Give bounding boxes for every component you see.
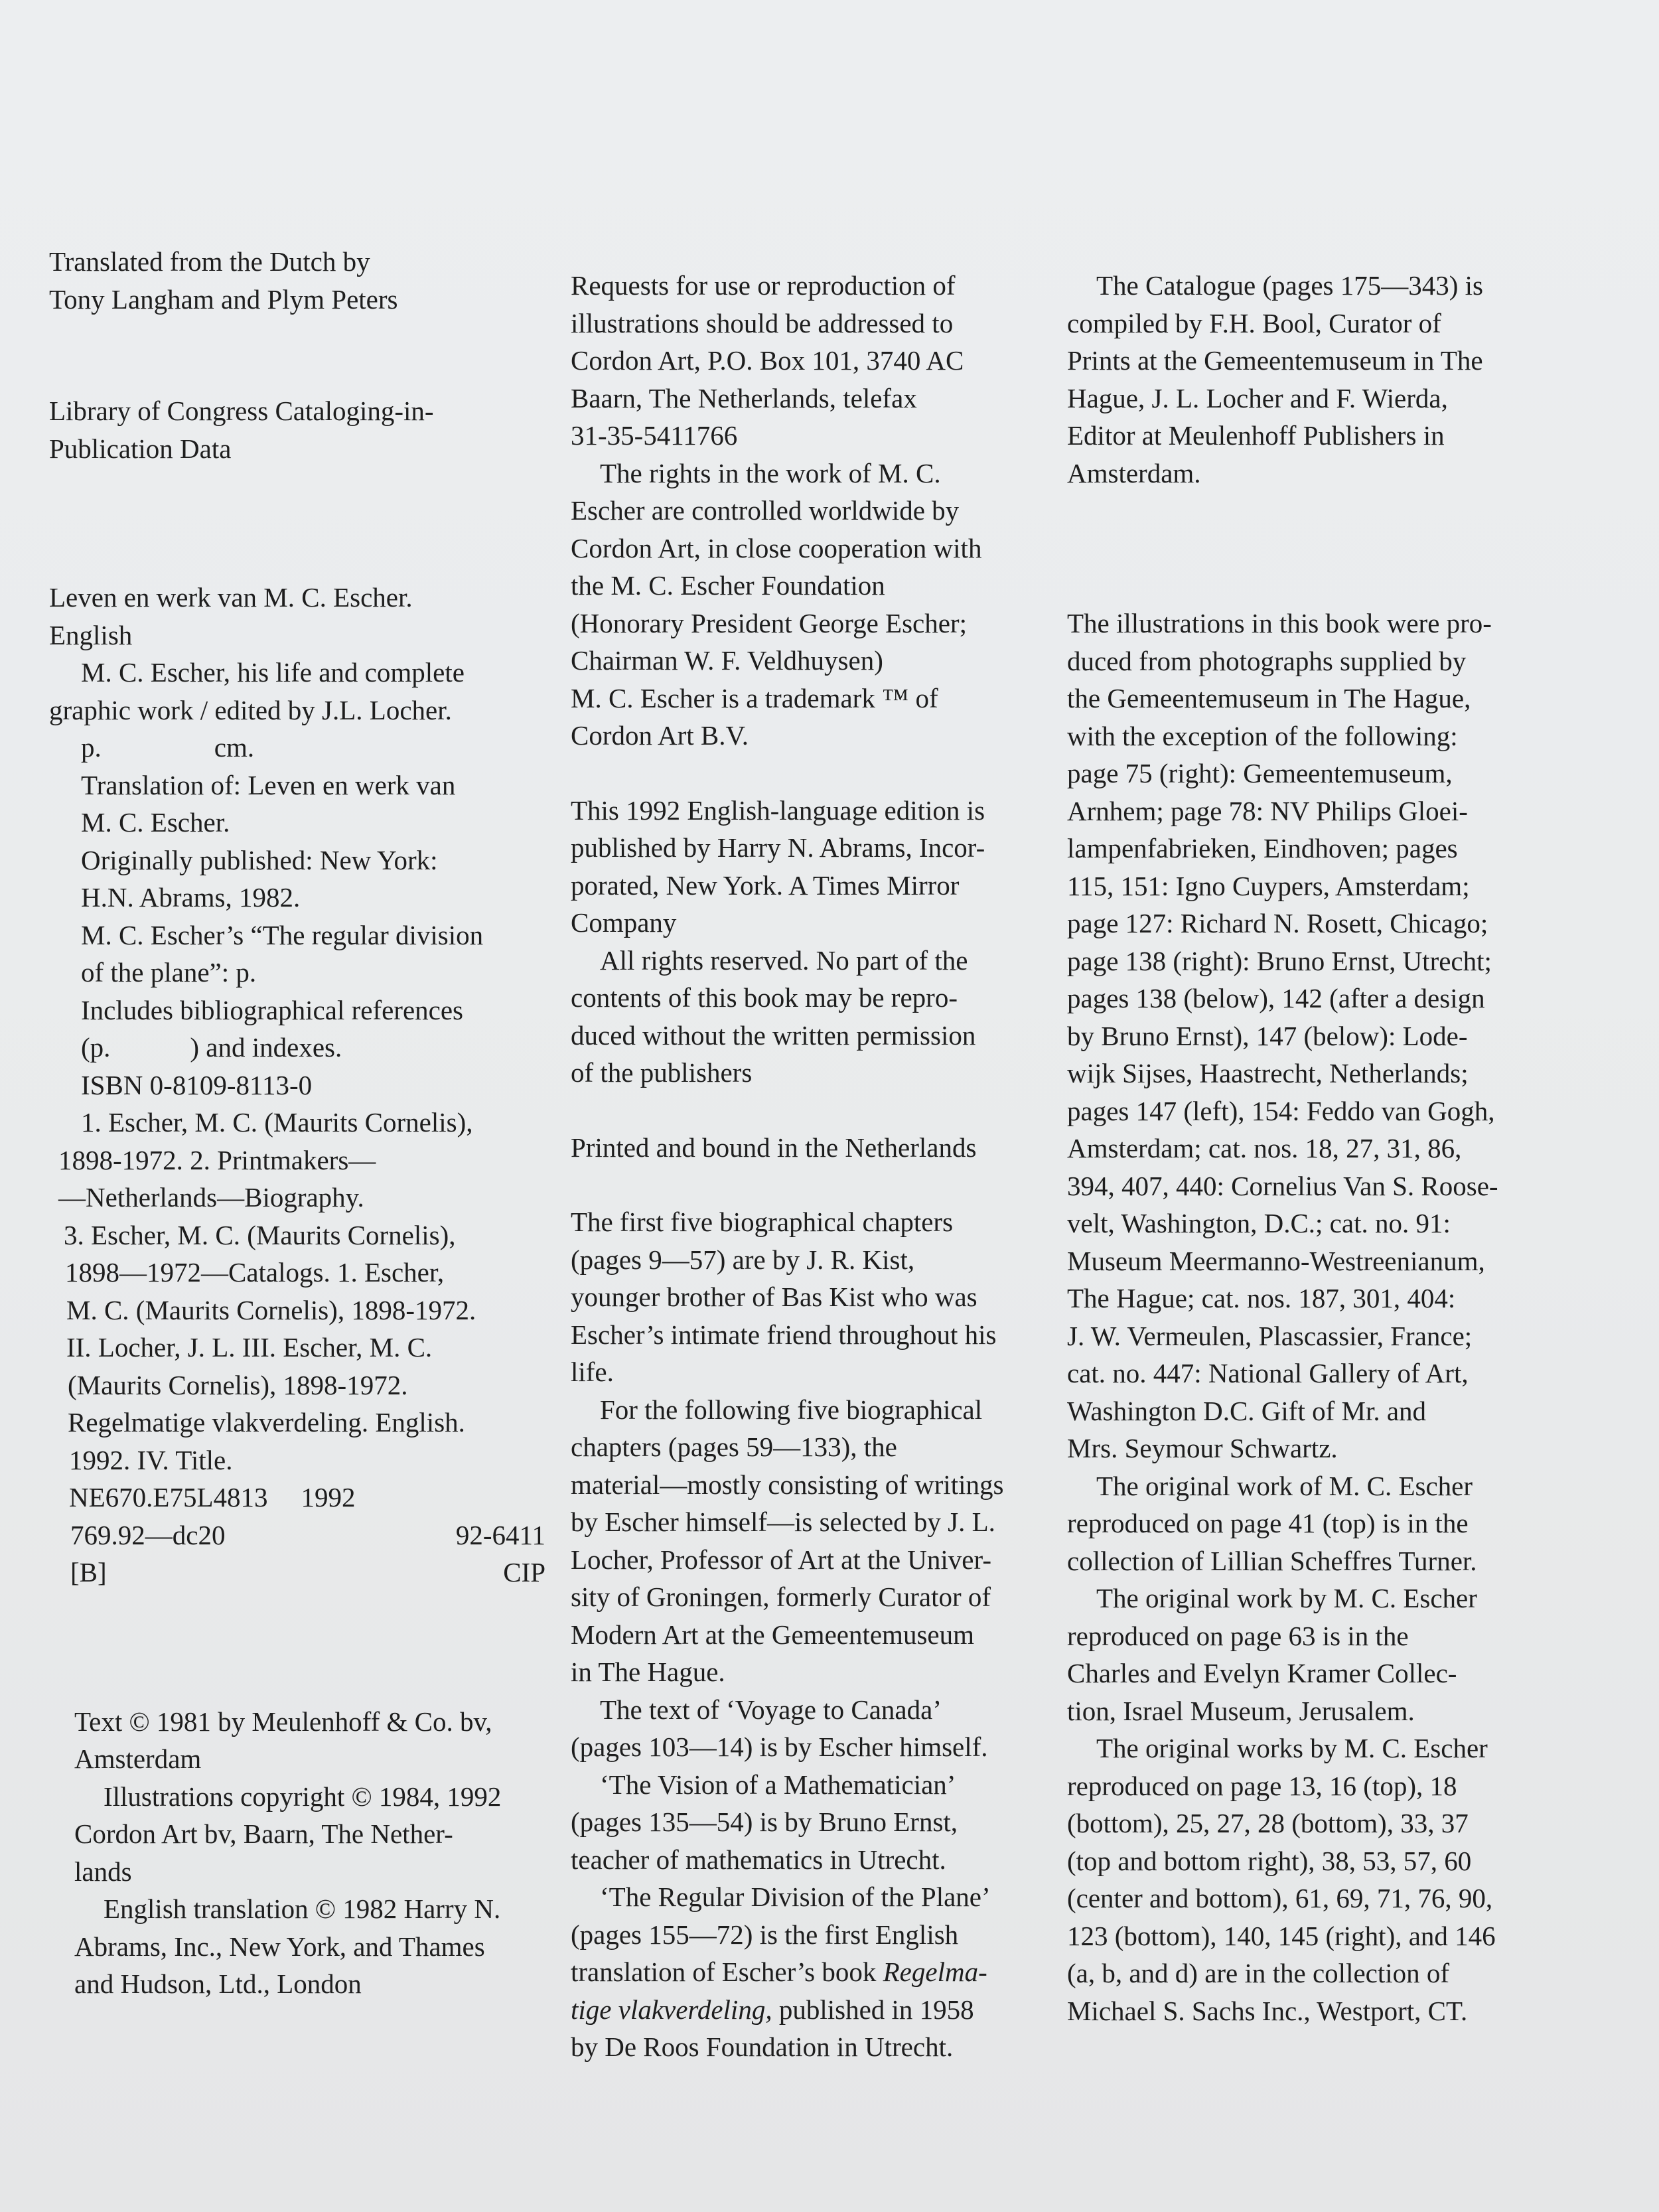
text-line: wijk Sijses, Haastrecht, Netherlands;	[1067, 1058, 1469, 1088]
cip-line: 1992. IV. Title.	[69, 1444, 233, 1475]
translation-note	[49, 243, 553, 318]
cip-line: Leven en werk van M. C. Escher.	[49, 582, 413, 613]
text-line: (pages 135—54) is by Bruno Ernst,	[571, 1806, 958, 1837]
text-line: younger brother of Bas Kist who was	[571, 1282, 977, 1312]
cip-line: 1. Escher, M. C. (Maurits Cornelis),	[81, 1107, 473, 1138]
text-line: Chairman W. F. Veldhuysen)	[571, 645, 883, 676]
text-line: (bottom), 25, 27, 28 (bottom), 33, 37	[1067, 1808, 1469, 1838]
text-line: (pages 155—72) is the first English	[571, 1919, 959, 1950]
text-line: 115, 151: Igno Cuypers, Amsterdam;	[1067, 870, 1470, 901]
text-line: reproduced on page 63 is in the	[1067, 1620, 1409, 1651]
text-line: Arnhem; page 78: NV Philips Gloei-	[1067, 795, 1468, 826]
cip-line: 3. Escher, M. C. (Maurits Cornelis),	[64, 1219, 456, 1250]
text-line: The text of ‘Voyage to Canada’	[600, 1694, 942, 1725]
text-line: Amsterdam.	[1067, 457, 1201, 488]
text-line: Locher, Professor of Art at the Univer-	[571, 1544, 991, 1575]
text-line: Hague, J. L. Locher and F. Wierda,	[1067, 382, 1448, 413]
text-line: Cordon Art, in close cooperation with	[571, 532, 982, 563]
text-line: Requests for use or reproduction of	[571, 270, 956, 301]
text-line: (pages 103—14) is by Escher himself.	[571, 1732, 988, 1762]
text-line: All rights reserved. No part of the	[600, 944, 968, 976]
text-line: contents of this book may be repro-	[571, 982, 958, 1013]
text-line: the M. C. Escher Foundation	[571, 570, 885, 601]
text-line: J. W. Vermeulen, Plascassier, France;	[1067, 1320, 1473, 1351]
catalogue-note	[1067, 267, 1538, 492]
text-line: Cordon Art, P.O. Box 101, 3740 AC	[571, 345, 964, 376]
text-line: page 75 (right): Gemeentemuseum,	[1067, 758, 1453, 788]
text-line: Escher are controlled worldwide by	[571, 495, 960, 526]
text-line: (top and bottom right), 38, 53, 57, 60	[1067, 1845, 1472, 1876]
text-line: duced without the written permission	[571, 1019, 976, 1051]
text-line: Editor at Meulenhoff Publishers in	[1067, 420, 1445, 451]
text-line: Prints at the Gemeentemuseum in The	[1067, 345, 1483, 376]
text-line: (Honorary President George Escher;	[571, 607, 967, 638]
text-line: 31-35-5411766	[571, 420, 738, 451]
text-line: Escher’s intimate friend throughout his	[571, 1319, 997, 1350]
printed-note	[571, 1129, 1048, 1167]
cip-line: (p. ) and indexes.	[81, 1032, 342, 1063]
text-line: material—mostly consisting of writings	[571, 1469, 1004, 1500]
cip-line: 1898-1972. 2. Printmakers—	[58, 1144, 376, 1175]
text-line: The illustrations in this book were pro-	[1067, 608, 1492, 638]
text-line: the Gemeentemuseum in The Hague,	[1067, 683, 1471, 713]
illustration-credits	[1067, 605, 1538, 2029]
copyright-line: Text © 1981 by Meulenhoff & Co. bv,	[74, 1706, 492, 1737]
text-line: The Catalogue (pages 175—343) is	[1096, 270, 1483, 301]
text-line: Printed and bound in the Netherlands	[571, 1132, 977, 1163]
cip-line: [B] CIP	[70, 1557, 545, 1587]
text-line: ‘The Regular Division of the Plane’	[600, 1881, 991, 1912]
text-line: The original works by M. C. Escher	[1096, 1733, 1488, 1763]
text-line: page 138 (right): Bruno Ernst, Utrecht;	[1067, 945, 1492, 976]
reproduction-requests	[571, 267, 1048, 755]
cip-line: Originally published: New York:	[81, 844, 438, 875]
text-line: This 1992 English-language edition is	[571, 794, 985, 826]
text-line: compiled by F.H. Bool, Curator of	[1067, 307, 1441, 338]
text-line: pages 147 (left), 154: Feddo van Gogh,	[1067, 1095, 1495, 1126]
text-line: The original work by M. C. Escher	[1096, 1583, 1477, 1613]
cip-line: II. Locher, J. L. III. Escher, M. C.	[66, 1332, 433, 1363]
text-line: Michael S. Sachs Inc., Westport, CT.	[1067, 1995, 1468, 2026]
text-line: (pages 9—57) are by J. R. Kist,	[571, 1244, 915, 1275]
cip-line: Translation of: Leven en werk van	[81, 769, 456, 800]
translation-line: Tony Langham and Plym Peters	[49, 283, 398, 315]
cip-line: M. C. Escher’s “The regular division	[81, 919, 484, 950]
cip-line: —Netherlands—Biography.	[58, 1182, 364, 1213]
text-line: The first five biographical chapters	[571, 1207, 954, 1237]
edition-note	[571, 792, 1048, 1092]
text-line: Baarn, The Netherlands, telefax	[571, 382, 917, 413]
text-line: Amsterdam; cat. nos. 18, 27, 31, 86,	[1067, 1133, 1462, 1163]
text-line: M. C. Escher is a trademark ™ of	[571, 682, 938, 713]
text-line: sity of Groningen, formerly Curator of	[571, 1582, 991, 1612]
cip-line: Regelmatige vlakverdeling. English.	[68, 1407, 465, 1438]
cip-heading-line: Publication Data	[49, 433, 232, 464]
cip-line: English	[49, 619, 133, 650]
text-line: chapters (pages 59—133), the	[571, 1432, 897, 1462]
text-line: 394, 407, 440: Cornelius Van S. Roose-	[1067, 1170, 1498, 1201]
text-line: pages 138 (below), 142 (after a design	[1067, 983, 1485, 1013]
text-line: ‘The Vision of a Mathematician’	[600, 1769, 956, 1800]
cip-line: H.N. Abrams, 1982.	[81, 882, 301, 913]
cip-line: (Maurits Cornelis), 1898-1972.	[68, 1369, 408, 1400]
copyright-line: and Hudson, Ltd., London	[74, 1968, 362, 1999]
copyright-line: Cordon Art bv, Baarn, The Nether-	[74, 1818, 453, 1849]
text-line: (center and bottom), 61, 69, 71, 76, 90,	[1067, 1883, 1493, 1913]
cip-line: of the plane”: p.	[81, 957, 257, 988]
text-line: with the exception of the following:	[1067, 720, 1458, 751]
text-line: page 127: Richard N. Rosett, Chicago;	[1067, 908, 1488, 938]
text-line: The original work of M. C. Escher	[1096, 1470, 1473, 1501]
text-line: cat. no. 447: National Gallery of Art,	[1067, 1358, 1469, 1388]
cip-line: NE670.E75L4813 1992	[69, 1482, 356, 1512]
cip-line: graphic work / edited by J.L. Locher.	[49, 694, 452, 725]
text-line: reproduced on page 13, 16 (top), 18	[1067, 1770, 1457, 1801]
text-line: lampenfabrieken, Eindhoven; pages	[1067, 833, 1458, 863]
middle-column	[571, 267, 1048, 2066]
copyright-line: lands	[74, 1856, 132, 1887]
cip-line: 769.92—dc20 92-6411	[70, 1519, 545, 1550]
copyright-line: Amsterdam	[74, 1743, 202, 1774]
text-line: published by Harry N. Abrams, Incor-	[571, 832, 985, 863]
cip-line: ISBN 0-8109-8113-0	[81, 1069, 313, 1100]
cip-line: 1898—1972—Catalogs. 1. Escher,	[65, 1257, 445, 1288]
text-line: For the following five biographical	[600, 1394, 983, 1425]
text-line: by De Roos Foundation in Utrecht.	[571, 2031, 954, 2062]
text-line: Company	[571, 907, 677, 938]
authorship-note	[571, 1203, 1048, 2066]
text-line: Cordon Art B.V.	[571, 720, 749, 751]
cip-heading-line: Library of Congress Cataloging-in-	[49, 396, 434, 426]
cip-heading	[49, 392, 553, 467]
text-line: of the publishers	[571, 1057, 753, 1088]
cip-line: p. cm.	[81, 732, 255, 763]
text-line: tige vlakverdeling, published in 1958	[571, 1994, 974, 2025]
text-line: in The Hague.	[571, 1657, 725, 1687]
right-column	[1067, 267, 1538, 2029]
text-line: teacher of mathematics in Utrecht.	[571, 1844, 946, 1875]
text-line: Washington D.C. Gift of Mr. and	[1067, 1395, 1427, 1426]
text-line: porated, New York. A Times Mirror	[571, 869, 960, 901]
text-line: reproduced on page 41 (top) is in the	[1067, 1508, 1469, 1538]
cip-record	[49, 579, 553, 1591]
text-line: Modern Art at the Gemeentemuseum	[571, 1619, 974, 1650]
text-line: velt, Washington, D.C.; cat. no. 91:	[1067, 1208, 1451, 1238]
copyright-block	[49, 1703, 553, 2003]
text-line: by Bruno Ernst), 147 (below): Lode-	[1067, 1020, 1468, 1051]
text-line: duced from photographs supplied by	[1067, 645, 1467, 676]
text-line: Mrs. Seymour Schwartz.	[1067, 1433, 1338, 1463]
cip-line: Includes bibliographical references	[81, 994, 464, 1025]
text-line: Charles and Evelyn Kramer Collec-	[1067, 1658, 1457, 1688]
text-line: 123 (bottom), 140, 145 (right), and 146	[1067, 1920, 1496, 1951]
left-column	[49, 243, 553, 2003]
copyright-line: Illustrations copyright © 1984, 1992	[104, 1781, 502, 1812]
text-line: tion, Israel Museum, Jerusalem.	[1067, 1695, 1415, 1726]
text-line: illustrations should be addressed to	[571, 307, 954, 338]
cip-line: M. C. Escher, his life and complete	[81, 657, 465, 688]
copyright-line: English translation © 1982 Harry N.	[104, 1893, 501, 1924]
text-line: The Hague; cat. nos. 187, 301, 404:	[1067, 1283, 1456, 1313]
cip-line: M. C. Escher.	[81, 807, 230, 838]
translation-line: Translated from the Dutch by	[49, 246, 370, 277]
text-line: The rights in the work of M. C.	[600, 457, 941, 488]
copyright-line: Abrams, Inc., New York, and Thames	[74, 1931, 485, 1962]
text-line: (a, b, and d) are in the collection of	[1067, 1958, 1450, 1988]
text-line: life.	[571, 1357, 614, 1387]
text-line: Museum Meermanno-Westreenianum,	[1067, 1245, 1485, 1276]
text-line: translation of Escher’s book Regelma-	[571, 1956, 987, 1987]
text-line: by Escher himself—is selected by J. L.	[571, 1507, 995, 1537]
text-line: collection of Lillian Scheffres Turner.	[1067, 1545, 1477, 1576]
cip-line: M. C. (Maurits Cornelis), 1898-1972.	[66, 1294, 476, 1325]
